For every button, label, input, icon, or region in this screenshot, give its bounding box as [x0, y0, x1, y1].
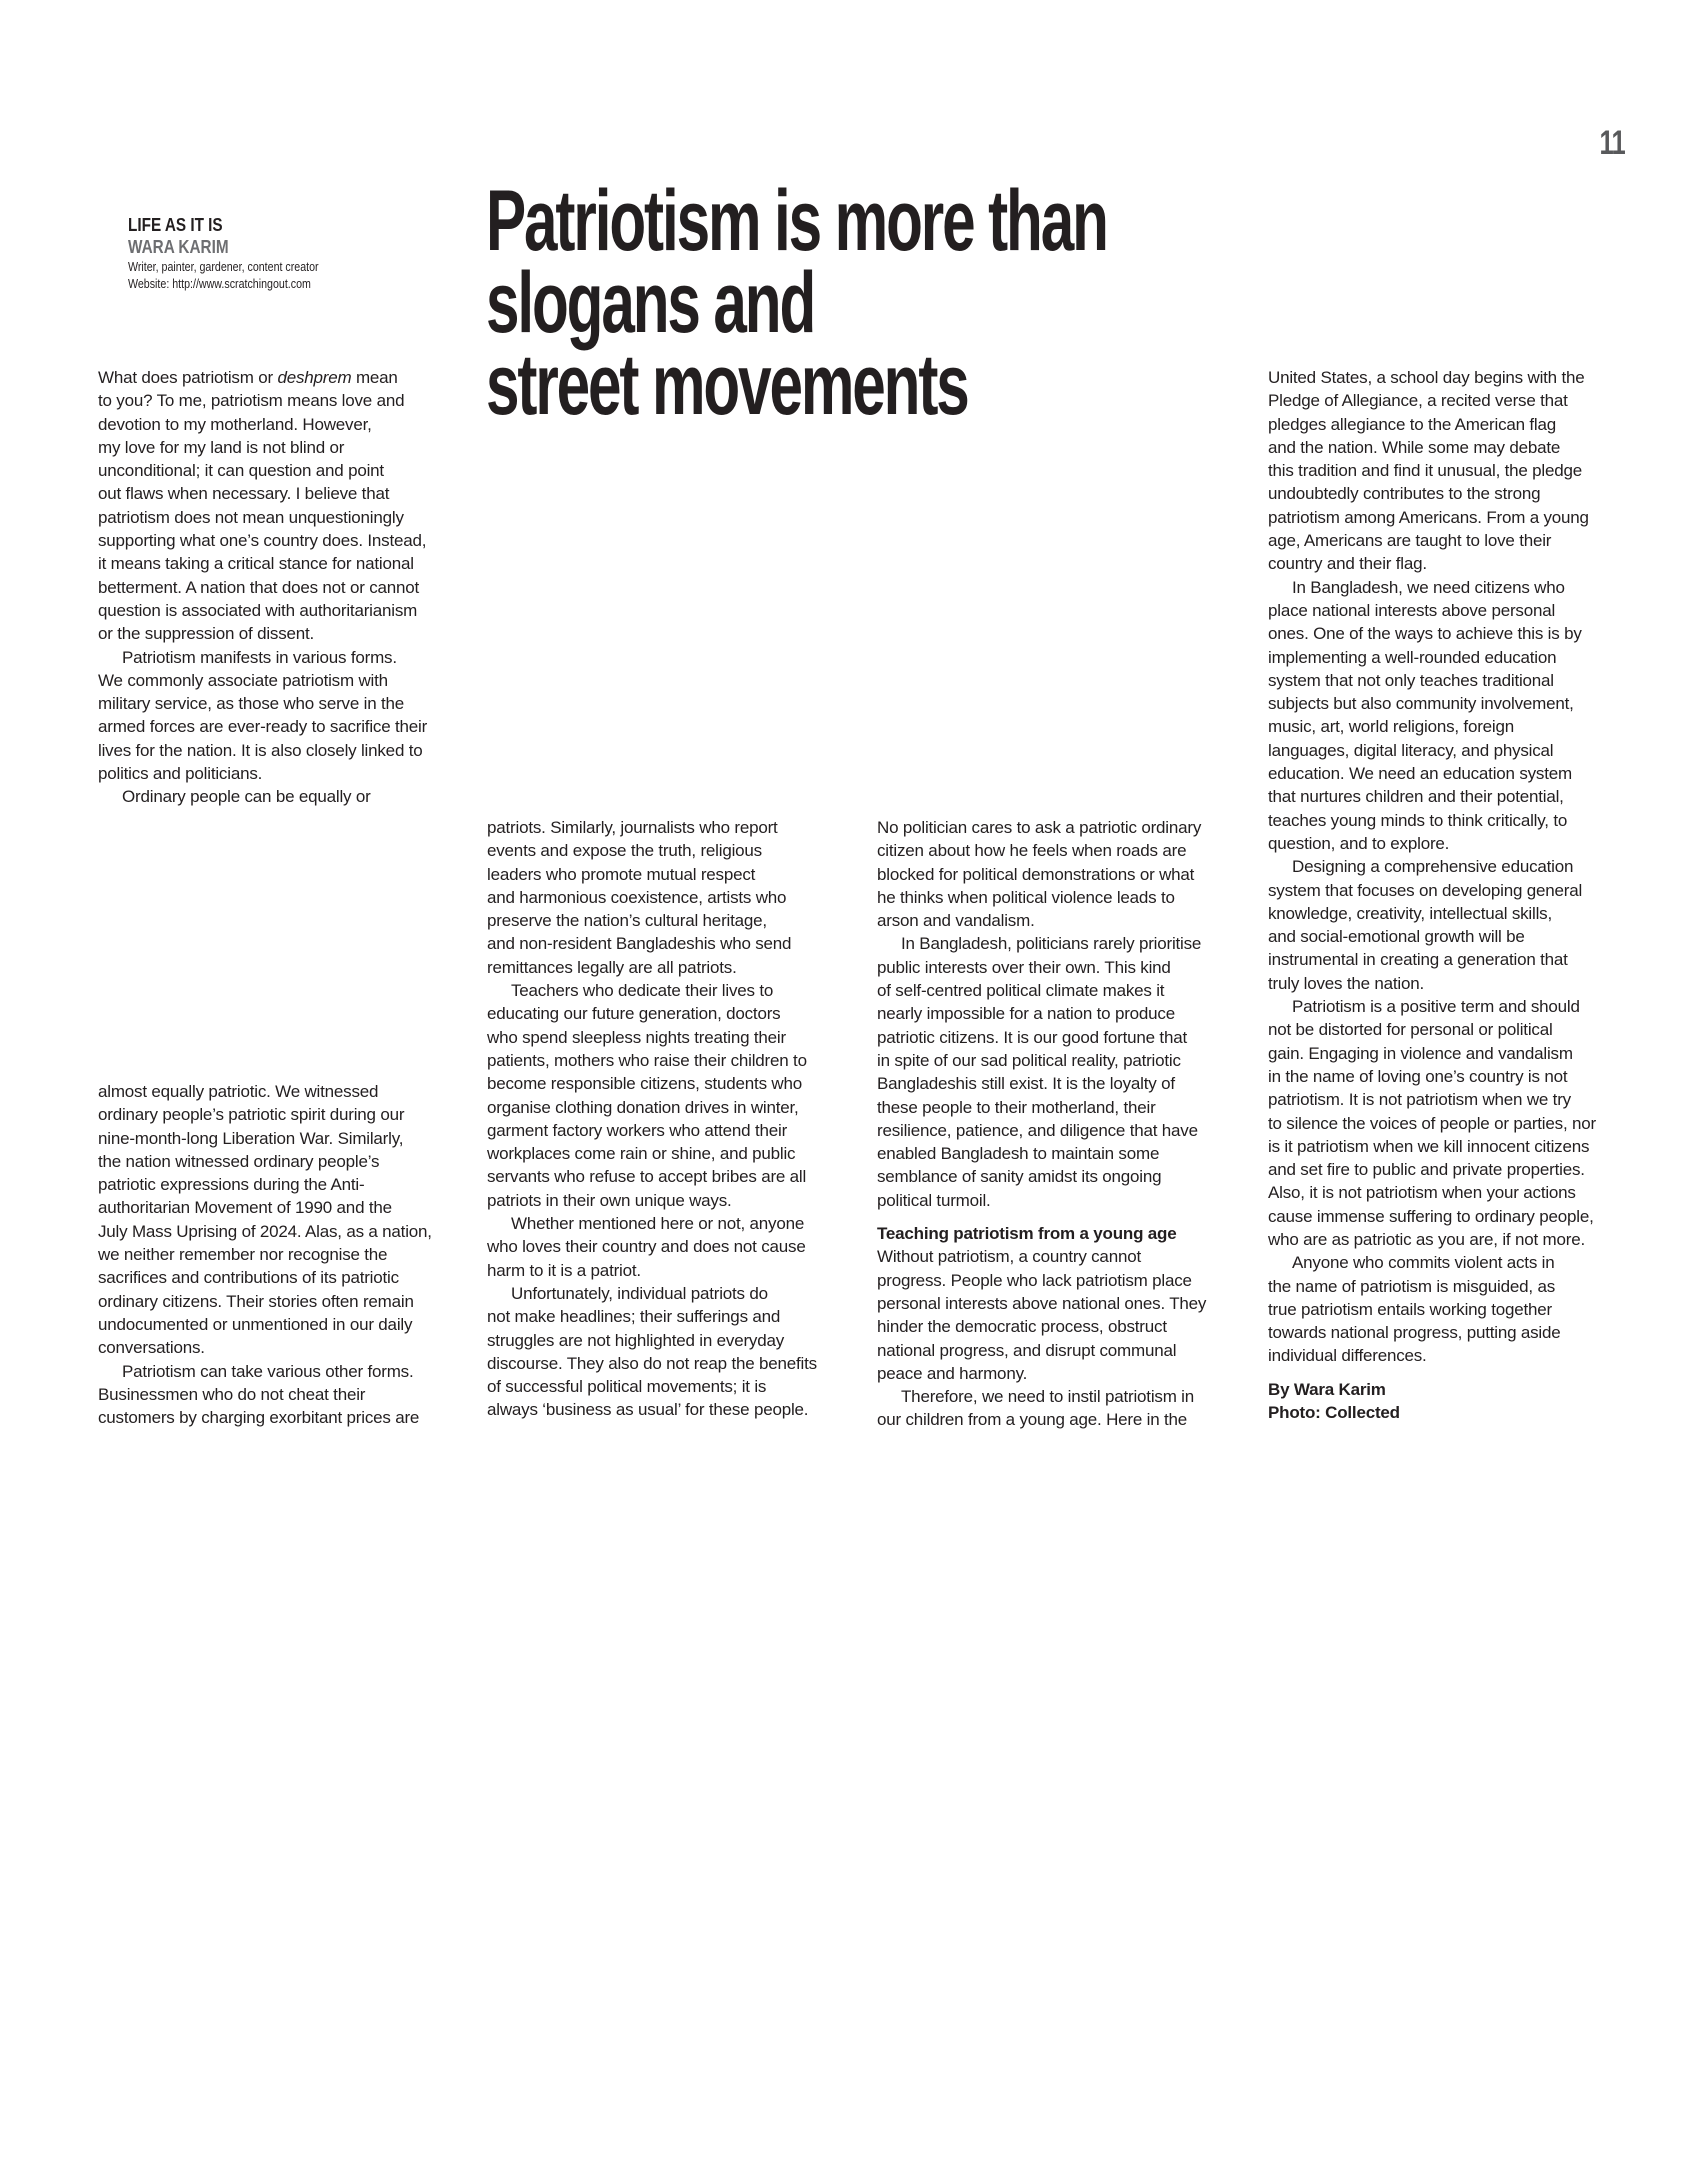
- body-line: [877, 1189, 1239, 1212]
- body-line: [877, 1315, 1239, 1338]
- text-run: instrumental in creating a generation that: [1268, 950, 1568, 970]
- body-line: [1268, 482, 1630, 505]
- text-run: Businessmen who do not cheat their: [98, 1384, 366, 1404]
- body-line: [877, 863, 1239, 886]
- text-run: conversations.: [98, 1338, 205, 1358]
- text-run: out flaws when necessary. I believe that: [98, 484, 390, 504]
- body-line: [877, 1026, 1239, 1049]
- text-run: country and their flag.: [1268, 554, 1427, 574]
- text-run: towards national progress, putting aside: [1268, 1323, 1561, 1343]
- body-line: [98, 436, 460, 459]
- body-line: [1268, 855, 1630, 878]
- text-run: and harmonious coexistence, artists who: [487, 887, 787, 907]
- text-run: Unfortunately, individual patriots do: [511, 1283, 768, 1303]
- body-line: [877, 1385, 1239, 1408]
- body-line: [487, 1119, 849, 1142]
- body-line: [487, 1259, 849, 1282]
- text-run: and the nation. While some may debate: [1268, 437, 1561, 457]
- headline-line-1: Patriotism is more than slogans and: [486, 173, 1107, 351]
- text-run: question is associated with authoritarianism: [98, 600, 418, 620]
- italic-term: deshprem: [277, 368, 352, 387]
- text-run: workplaces come rain or shine, and public: [487, 1144, 796, 1164]
- body-line: [487, 839, 849, 862]
- body-line: [487, 932, 849, 955]
- body-line: [1268, 1205, 1630, 1228]
- body-line: [1268, 739, 1630, 762]
- body-line: [98, 1243, 460, 1266]
- body-line: [1268, 1135, 1630, 1158]
- body-line: [98, 1383, 460, 1406]
- body-line: [877, 1339, 1239, 1362]
- text-run: Without patriotism, a country cannot: [877, 1247, 1141, 1267]
- text-run: and non-resident Bangladeshis who send: [487, 934, 792, 954]
- body-line: [98, 1080, 460, 1103]
- text-run: harm to it is a patriot.: [487, 1260, 641, 1280]
- body-line: [487, 956, 849, 979]
- text-run: citizen about how he feels when roads are: [877, 841, 1187, 861]
- article-column-1: [98, 366, 460, 809]
- text-run: always ‘business as usual’ for these people.: [487, 1400, 809, 1420]
- text-run: implementing a well-rounded education: [1268, 647, 1557, 667]
- text-run: education. We need an education system: [1268, 764, 1572, 784]
- section-subheading: [877, 1222, 1239, 1245]
- body-line: [487, 1165, 849, 1188]
- text-run: true patriotism entails working together: [1268, 1299, 1552, 1319]
- text-run: Patriotism can take various other forms.: [122, 1361, 414, 1381]
- text-run: politics and politicians.: [98, 764, 263, 784]
- text-run: supporting what one’s country does. Instead,: [98, 531, 427, 551]
- text-run: discourse. They also do not reap the benefits: [487, 1353, 817, 1373]
- body-line: [1268, 1251, 1630, 1274]
- headline-line-2: street movements: [486, 337, 968, 433]
- body-line: [1268, 599, 1630, 622]
- text-run: music, art, world religions, foreign: [1268, 717, 1515, 737]
- body-line: [487, 979, 849, 1002]
- body-line: [1268, 995, 1630, 1018]
- text-run: ones. One of the ways to achieve this is by: [1268, 624, 1582, 644]
- text-run: organise clothing donation drives in winter,: [487, 1097, 799, 1117]
- text-run: who loves their country and does not cause: [487, 1237, 806, 1257]
- text-run: gain. Engaging in violence and vandalism: [1268, 1043, 1573, 1063]
- body-line: [1268, 1275, 1630, 1298]
- text-run: Teaching patriotism from a young age: [877, 1224, 1177, 1244]
- text-run: Also, it is not patriotism when your actions: [1268, 1183, 1576, 1203]
- page-number: 11: [1599, 124, 1625, 162]
- text-run: almost equally patriotic. We witnessed: [98, 1082, 379, 1101]
- text-run: he thinks when political violence leads to: [877, 887, 1175, 907]
- text-run: in the name of loving one’s country is not: [1268, 1066, 1568, 1086]
- body-line: [487, 1096, 849, 1119]
- body-line: [487, 1352, 849, 1375]
- text-run: political turmoil.: [877, 1190, 991, 1210]
- text-run: system that focuses on developing general: [1268, 880, 1583, 900]
- text-run: who spend sleepless nights treating their: [487, 1027, 786, 1047]
- body-line: [1268, 948, 1630, 971]
- body-line: [98, 389, 460, 412]
- body-line: [1268, 413, 1630, 436]
- article-column-2: [98, 1080, 460, 1429]
- text-run: subjects but also community involvement,: [1268, 694, 1574, 714]
- body-line: [487, 1072, 849, 1095]
- text-run: devotion to my motherland. However,: [98, 414, 372, 434]
- body-line: [1268, 366, 1630, 389]
- text-run: patients, mothers who raise their children to: [487, 1050, 807, 1070]
- text-run: pledges allegiance to the American flag: [1268, 414, 1557, 434]
- text-run: to you? To me, patriotism means love and: [98, 391, 405, 411]
- text-run: In Bangladesh, we need citizens who: [1292, 577, 1565, 597]
- body-line: [487, 1002, 849, 1025]
- body-line: [1268, 552, 1630, 575]
- body-line: [877, 1096, 1239, 1119]
- body-line: [877, 909, 1239, 932]
- text-run: Therefore, we need to instil patriotism in: [901, 1387, 1195, 1407]
- text-run: patriotism among Americans. From a young: [1268, 507, 1589, 527]
- text-run: garment factory workers who attend their: [487, 1120, 788, 1140]
- body-line: [98, 785, 460, 808]
- body-line: [1268, 1298, 1630, 1321]
- text-run: In Bangladesh, politicians rarely prioritise: [901, 934, 1202, 954]
- body-line: [98, 576, 460, 599]
- body-line: [98, 692, 460, 715]
- body-line: [1268, 459, 1630, 482]
- body-line: [98, 646, 460, 669]
- text-run: We commonly associate patriotism with: [98, 670, 388, 690]
- body-line: [1268, 576, 1630, 599]
- text-run: these people to their motherland, their: [877, 1097, 1156, 1117]
- text-run: patriotic expressions during the Anti-: [98, 1175, 365, 1195]
- headline: [486, 173, 1326, 433]
- body-line: [877, 1002, 1239, 1025]
- text-run: nine-month-long Liberation War. Similarly,: [98, 1128, 404, 1148]
- text-run: in spite of our sad political reality, patriotic: [877, 1050, 1181, 1070]
- body-line: [877, 932, 1239, 955]
- text-run: patriotic citizens. It is our good fortune that: [877, 1027, 1187, 1047]
- author-name: WARA KARIM: [128, 237, 229, 257]
- body-line: [1268, 1065, 1630, 1088]
- text-run: Bangladeshis still exist. It is the loyalty of: [877, 1074, 1175, 1094]
- body-line: [1268, 692, 1630, 715]
- text-run: this tradition and find it unusual, the pledge: [1268, 461, 1583, 481]
- body-line: [877, 816, 1239, 839]
- credit-line: [1268, 1401, 1630, 1424]
- body-line: [877, 979, 1239, 1002]
- text-run: remittances legally are all patriots.: [487, 957, 737, 977]
- text-run: hinder the democratic process, obstruct: [877, 1317, 1167, 1337]
- body-line: [877, 1142, 1239, 1165]
- text-run: struggles are not highlighted in everyday: [487, 1330, 785, 1350]
- text-run: individual differences.: [1268, 1346, 1427, 1366]
- text-run: become responsible citizens, students who: [487, 1074, 802, 1094]
- text-run: place national interests above personal: [1268, 600, 1556, 620]
- text-run: What does patriotism or: [98, 368, 278, 387]
- text-run: nearly impossible for a nation to produce: [877, 1004, 1175, 1024]
- body-line: [487, 1049, 849, 1072]
- body-line: [877, 956, 1239, 979]
- text-run: mean: [351, 368, 398, 387]
- body-line: [877, 1362, 1239, 1385]
- text-run: Patriotism manifests in various forms.: [122, 647, 397, 667]
- body-line: [1268, 1112, 1630, 1135]
- text-run: our children from a young age. Here in the: [877, 1410, 1188, 1430]
- text-run: Whether mentioned here or not, anyone: [511, 1214, 805, 1234]
- body-line: [1268, 972, 1630, 995]
- body-line: [487, 909, 849, 932]
- text-run: patriotism. It is not patriotism when we try: [1268, 1090, 1571, 1110]
- text-run: educating our future generation, doctors: [487, 1004, 781, 1024]
- body-line: [98, 413, 460, 436]
- text-run: blocked for political demonstrations or what: [877, 864, 1195, 884]
- text-run: of self-centred political climate makes it: [877, 981, 1165, 1001]
- text-run: events and expose the truth, religious: [487, 841, 762, 861]
- text-run: patriots in their own unique ways.: [487, 1190, 732, 1210]
- body-line: [98, 1220, 460, 1243]
- body-line: [1268, 529, 1630, 552]
- text-run: of successful political movements; it is: [487, 1377, 767, 1397]
- text-run: ordinary people’s patriotic spirit during our: [98, 1105, 405, 1125]
- column-byline: [128, 214, 428, 292]
- body-line: [877, 1245, 1239, 1268]
- body-line: [877, 1165, 1239, 1188]
- body-line: [1268, 879, 1630, 902]
- text-run: military service, as those who serve in the: [98, 694, 405, 714]
- body-line: [1268, 389, 1630, 412]
- body-line: [877, 1072, 1239, 1095]
- text-run: system that not only teaches traditional: [1268, 670, 1554, 690]
- text-run: who are as patriotic as you are, if not more.: [1268, 1229, 1585, 1249]
- body-line: [487, 1329, 849, 1352]
- body-line: [1268, 762, 1630, 785]
- body-line: [1268, 506, 1630, 529]
- text-run: semblance of sanity amidst its ongoing: [877, 1167, 1162, 1187]
- body-line: [877, 1269, 1239, 1292]
- body-line: [1268, 785, 1630, 808]
- body-line: [98, 739, 460, 762]
- paragraph-gap: [1268, 1368, 1630, 1378]
- text-run: lives for the nation. It is also closely linked to: [98, 740, 423, 760]
- text-run: we neither remember nor recognise the: [98, 1245, 388, 1265]
- text-run: and set fire to public and private properties.: [1268, 1160, 1585, 1180]
- body-line: [1268, 832, 1630, 855]
- body-line: [1268, 669, 1630, 692]
- body-line: [98, 366, 460, 389]
- text-run: that nurtures children and their potential,: [1268, 787, 1564, 807]
- text-run: arson and vandalism.: [877, 911, 1035, 931]
- text-run: teaches young minds to think critically, to: [1268, 810, 1568, 830]
- body-line: [98, 669, 460, 692]
- text-run: Photo: Collected: [1268, 1403, 1400, 1423]
- body-line: [877, 1408, 1239, 1431]
- text-run: undoubtedly contributes to the strong: [1268, 484, 1541, 504]
- body-line: [98, 1290, 460, 1313]
- text-run: No politician cares to ask a patriotic ordinary: [877, 818, 1202, 837]
- body-line: [98, 1150, 460, 1173]
- text-run: unconditional; it can question and point: [98, 461, 384, 481]
- text-run: my love for my land is not blind or: [98, 437, 345, 457]
- body-line: [98, 1266, 460, 1289]
- text-run: Pledge of Allegiance, a recited verse that: [1268, 391, 1568, 411]
- body-line: [487, 1398, 849, 1421]
- article-column-3: [487, 816, 849, 1422]
- body-line: [487, 886, 849, 909]
- body-line: [98, 599, 460, 622]
- body-line: [1268, 622, 1630, 645]
- body-line: [487, 863, 849, 886]
- body-line: [877, 1049, 1239, 1072]
- body-line: [877, 1119, 1239, 1142]
- text-run: national progress, and disrupt communal: [877, 1340, 1177, 1360]
- text-run: truly loves the nation.: [1268, 973, 1425, 993]
- body-line: [98, 506, 460, 529]
- body-line: [98, 1406, 460, 1429]
- text-run: patriotism does not mean unquestioningly: [98, 507, 404, 527]
- author-description: Writer, painter, gardener, content creator: [128, 259, 319, 274]
- body-line: [98, 552, 460, 575]
- text-run: By Wara Karim: [1268, 1379, 1386, 1399]
- body-line: [98, 1173, 460, 1196]
- text-run: Designing a comprehensive education: [1292, 857, 1574, 877]
- text-run: Anyone who commits violent acts in: [1292, 1253, 1555, 1273]
- body-line: [98, 459, 460, 482]
- body-line: [487, 1142, 849, 1165]
- text-run: Ordinary people can be equally or: [122, 787, 371, 807]
- text-run: patriots. Similarly, journalists who report: [487, 818, 778, 837]
- body-line: [1268, 1228, 1630, 1251]
- body-line: [98, 1336, 460, 1359]
- text-run: languages, digital literacy, and physical: [1268, 740, 1554, 760]
- text-run: sacrifices and contributions of its patriotic: [98, 1268, 399, 1288]
- text-run: age, Americans are taught to love their: [1268, 531, 1552, 551]
- body-line: [1268, 646, 1630, 669]
- text-run: enabled Bangladesh to maintain some: [877, 1144, 1160, 1164]
- body-line: [487, 1189, 849, 1212]
- text-run: not be distorted for personal or political: [1268, 1020, 1553, 1040]
- body-line: [487, 816, 849, 839]
- body-line: [1268, 1158, 1630, 1181]
- body-line: [98, 1360, 460, 1383]
- text-run: it means taking a critical stance for national: [98, 554, 414, 574]
- text-run: cause immense suffering to ordinary people,: [1268, 1206, 1594, 1226]
- text-run: servants who refuse to accept bribes are all: [487, 1167, 807, 1187]
- body-line: [98, 715, 460, 738]
- body-line: [98, 482, 460, 505]
- text-run: to silence the voices of people or parties, nor: [1268, 1113, 1596, 1133]
- body-line: [877, 839, 1239, 862]
- text-run: preserve the nation’s cultural heritage,: [487, 911, 767, 931]
- text-run: Teachers who dedicate their lives to: [511, 981, 774, 1001]
- text-run: is it patriotism when we kill innocent citizens: [1268, 1136, 1590, 1156]
- body-line: [98, 529, 460, 552]
- text-run: Patriotism is a positive term and should: [1292, 997, 1580, 1017]
- body-line: [1268, 1344, 1630, 1367]
- body-line: [98, 1313, 460, 1336]
- text-run: knowledge, creativity, intellectual skills,: [1268, 903, 1552, 923]
- text-run: public interests over their own. This kind: [877, 957, 1171, 977]
- body-line: [877, 1292, 1239, 1315]
- text-run: United States, a school day begins with the: [1268, 368, 1585, 387]
- body-line: [487, 1212, 849, 1235]
- text-run: authoritarian Movement of 1990 and the: [98, 1198, 392, 1218]
- body-line: [98, 1103, 460, 1126]
- text-run: and social-emotional growth will be: [1268, 927, 1525, 947]
- body-line: [1268, 1042, 1630, 1065]
- body-line: [1268, 1181, 1630, 1204]
- text-run: July Mass Uprising of 2024. Alas, as a nation,: [98, 1221, 432, 1241]
- text-run: leaders who promote mutual respect: [487, 864, 756, 884]
- body-line: [1268, 1018, 1630, 1041]
- body-line: [1268, 1321, 1630, 1344]
- paragraph-gap: [877, 1212, 1239, 1222]
- text-run: ordinary citizens. Their stories often remain: [98, 1291, 414, 1311]
- body-line: [1268, 902, 1630, 925]
- text-run: the name of patriotism is misguided, as: [1268, 1276, 1556, 1296]
- body-line: [487, 1375, 849, 1398]
- text-run: armed forces are ever-ready to sacrifice their: [98, 717, 428, 737]
- body-line: [1268, 715, 1630, 738]
- article-column-4: [877, 816, 1239, 1432]
- text-run: customers by charging exorbitant prices are: [98, 1408, 420, 1428]
- body-line: [487, 1235, 849, 1258]
- body-line: [1268, 436, 1630, 459]
- credit-line: [1268, 1378, 1630, 1401]
- body-line: [487, 1305, 849, 1328]
- text-run: not make headlines; their sufferings and: [487, 1307, 781, 1327]
- author-website: Website: http://www.scratchingout.com: [128, 276, 311, 291]
- article-column-5: [1268, 366, 1630, 1424]
- body-line: [98, 1127, 460, 1150]
- text-run: progress. People who lack patriotism place: [877, 1270, 1192, 1290]
- body-line: [877, 886, 1239, 909]
- body-line: [98, 622, 460, 645]
- body-line: [487, 1282, 849, 1305]
- body-line: [1268, 809, 1630, 832]
- text-run: resilience, patience, and diligence that have: [877, 1120, 1198, 1140]
- text-run: or the suppression of dissent.: [98, 624, 315, 644]
- text-run: peace and harmony.: [877, 1363, 1028, 1383]
- body-line: [1268, 925, 1630, 948]
- text-run: question, and to explore.: [1268, 833, 1450, 853]
- text-run: undocumented or unmentioned in our daily: [98, 1314, 413, 1334]
- body-line: [487, 1026, 849, 1049]
- text-run: betterment. A nation that does not or cannot: [98, 577, 420, 597]
- body-line: [98, 1196, 460, 1219]
- body-line: [98, 762, 460, 785]
- text-run: personal interests above national ones. They: [877, 1293, 1207, 1313]
- text-run: the nation witnessed ordinary people’s: [98, 1151, 380, 1171]
- body-line: [1268, 1088, 1630, 1111]
- section-label: LIFE AS IT IS: [128, 215, 223, 235]
